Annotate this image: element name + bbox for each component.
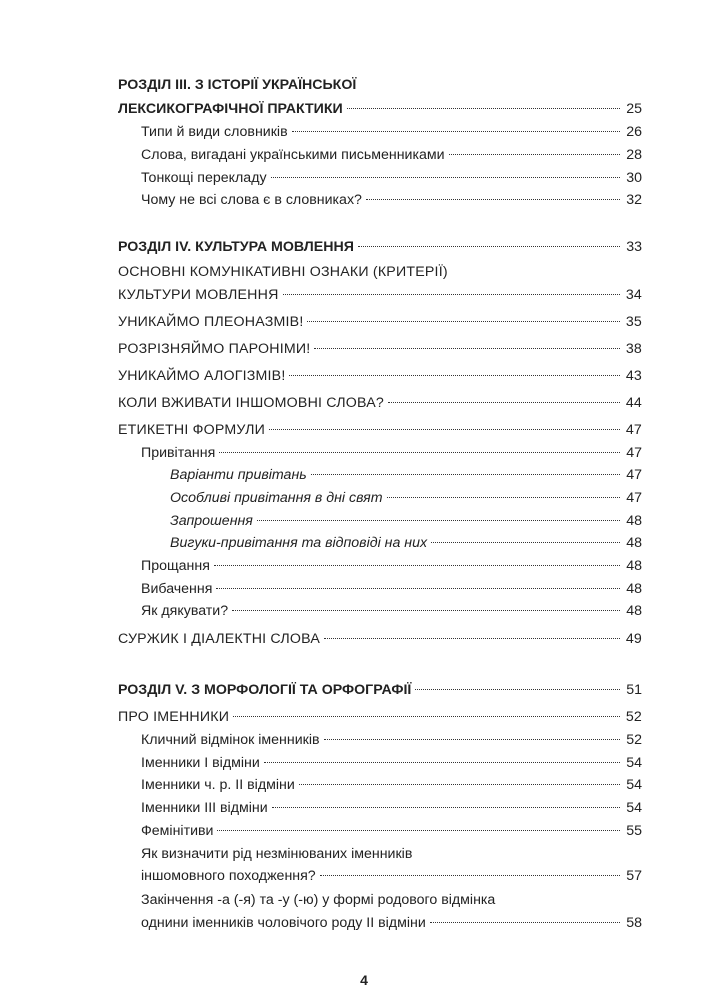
toc-entry [118,628,642,650]
toc-entry-title: ЕТИКЕТНІ ФОРМУЛИ [118,422,266,438]
toc-entry-title: Запрошення [170,513,253,529]
toc-entry-page: 48 [626,581,642,597]
toc-entry-title: однини іменників чоловічого роду ІІ відміни [141,915,426,931]
toc-entry [118,365,642,387]
toc-entry [118,706,642,728]
toc-entry-title: Іменники ч. р. ІІ відміни [141,777,295,793]
dot-leader [431,541,620,543]
toc-entry-title: РОЗРІЗНЯЙМО ПАРОНІМИ! [118,341,311,357]
toc-entry-page: 47 [626,445,642,461]
toc-entry [141,144,642,166]
dot-leader [307,320,619,322]
toc-entry-title: РОЗДІЛ ІІІ. З ІСТОРІЇ УКРАЇНСЬКОЇ [118,77,357,93]
toc-entry-page: 48 [626,535,642,551]
toc-entry-page: 54 [626,800,642,816]
toc-entry-title: Вигуки-привітання та відповіді на них [170,535,428,551]
toc-entry-page: 55 [626,823,642,839]
toc-entry [141,189,642,211]
dot-leader [324,637,620,639]
toc-entry-page: 54 [626,755,642,771]
toc-entry-title: Прощання [141,558,210,574]
toc-entry-page: 32 [626,192,642,208]
toc-entry-page: 48 [626,513,642,529]
toc-entry-page: 58 [626,915,642,931]
toc-entry-page: 34 [625,287,642,303]
toc-entry [118,74,642,96]
toc-entry [141,442,642,464]
dot-leader [269,428,620,430]
dot-leader [233,715,620,717]
toc-entry-title: КУЛЬТУРИ МОВЛЕННЯ [118,287,279,303]
toc-entry [170,464,642,486]
toc-entry [141,121,642,143]
dot-leader [289,374,619,376]
toc-entry [118,338,642,360]
toc-entry [118,284,642,306]
toc-entry [141,752,642,774]
toc-entry-title: Чому не всі слова є в словниках? [141,192,362,208]
toc-entry [118,311,642,333]
dot-leader [257,519,620,521]
toc-entry-page: 33 [626,239,642,255]
toc-entry-page: 54 [626,777,642,793]
dot-leader [387,496,621,498]
toc-entry-title: УНИКАЙМО ПЛЕОНАЗМІВ! [118,314,304,330]
dot-leader [271,176,621,178]
toc-entry-page: 38 [625,341,642,357]
toc-entry-title: Як визначити рід незмінюваних іменників [141,846,413,862]
toc-entry-title: Як дякувати? [141,603,229,619]
toc-entry [141,865,642,887]
toc-entry-title: СУРЖИК І ДІАЛЕКТНІ СЛОВА [118,631,321,647]
dot-leader [299,783,620,785]
toc-entry-title: Закінчення -а (-я) та -у (-ю) у формі родового відмінка [141,892,496,908]
toc-entry [118,98,642,120]
toc-entry-page: 48 [626,603,642,619]
toc-entry-page: 28 [626,147,642,163]
toc-entry-title: Кличний відмінок іменників [141,732,320,748]
dot-leader [314,347,619,349]
toc-entry-page: 44 [625,395,642,411]
toc-entry [141,774,642,796]
toc-entry [141,555,642,577]
toc-entry-title: УНИКАЙМО АЛОГІЗМІВ! [118,368,286,384]
toc-entry-page: 35 [625,314,642,330]
toc-entry-page: 51 [626,682,642,698]
dot-leader [216,587,620,589]
toc-entry-page: 47 [626,467,642,483]
page-number: 4 [360,972,368,988]
toc-entry-page: 52 [626,732,642,748]
toc-entry-title: ОСНОВНІ КОМУНІКАТИВНІ ОЗНАКИ (КРИТЕРІЇ) [118,264,448,280]
toc-entry-title: Вибачення [141,581,213,597]
dot-leader [320,874,621,876]
toc-entry-title: КОЛИ ВЖИВАТИ ІНШОМОВНІ СЛОВА? [118,395,384,411]
dot-leader [232,609,620,611]
toc-entry-page: 26 [626,124,642,140]
dot-leader [366,198,620,200]
toc-entry-page: 49 [625,631,642,647]
toc-entry-title: Іменники І відміни [141,755,260,771]
dot-leader [358,245,620,247]
toc-entry-page: 52 [625,709,642,725]
toc-entry [141,889,642,911]
dot-leader [292,130,621,132]
toc-entry-page: 25 [626,101,642,117]
dot-leader [324,738,621,740]
toc-entry-title: Тонкощі перекладу [141,170,267,186]
toc-entry [141,912,642,934]
dot-leader [283,293,620,295]
dot-leader [449,153,621,155]
toc-entry [141,600,642,622]
dot-leader [388,401,620,403]
toc-entry-title: Типи й види словників [141,124,288,140]
toc-entry [141,843,642,865]
toc-entry-title: іншомовного походження? [141,868,316,884]
toc-entry-title: Особливі привітання в дні свят [170,490,383,506]
toc-entry [141,729,642,751]
toc-entry-page: 57 [626,868,642,884]
toc-entry-title: ПРО ІМЕННИКИ [118,709,230,725]
dot-leader [311,473,621,475]
toc-entry-title: РОЗДІЛ V. З МОРФОЛОГІЇ ТА ОРФОГРАФІЇ [118,682,412,698]
dot-leader [347,107,620,109]
toc-entry [141,820,642,842]
toc-entry-title: Фемінітиви [141,823,214,839]
toc-entry [118,419,642,441]
toc-entry [118,261,642,283]
dot-leader [219,451,620,453]
toc-entry [170,510,642,532]
toc-entry-page: 43 [625,368,642,384]
dot-leader [264,761,620,763]
toc-entry-page: 48 [626,558,642,574]
toc-entry [118,236,642,258]
dot-leader [214,564,620,566]
toc-entry-title: Слова, вигадані українськими письменниками [141,147,445,163]
dot-leader [272,806,621,808]
toc-entry [141,797,642,819]
toc-entry-title: ЛЕКСИКОГРАФІЧНОЇ ПРАКТИКИ [118,101,343,117]
toc-entry [170,487,642,509]
toc-entry [170,532,642,554]
dot-leader [217,829,620,831]
toc-entry [118,392,642,414]
toc-entry-page: 30 [626,170,642,186]
dot-leader [415,688,620,690]
toc-entry-title: Іменники ІІІ відміни [141,800,268,816]
dot-leader [430,921,620,923]
toc-entry-page: 47 [625,422,642,438]
toc-entry-page: 47 [626,490,642,506]
toc-entry-title: Варіанти привітань [170,467,307,483]
toc-entry [141,578,642,600]
toc-entry-title: Привітання [141,445,216,461]
toc-entry [141,167,642,189]
toc-entry-title: РОЗДІЛ ІV. КУЛЬТУРА МОВЛЕННЯ [118,239,354,255]
toc-entry [118,679,642,701]
